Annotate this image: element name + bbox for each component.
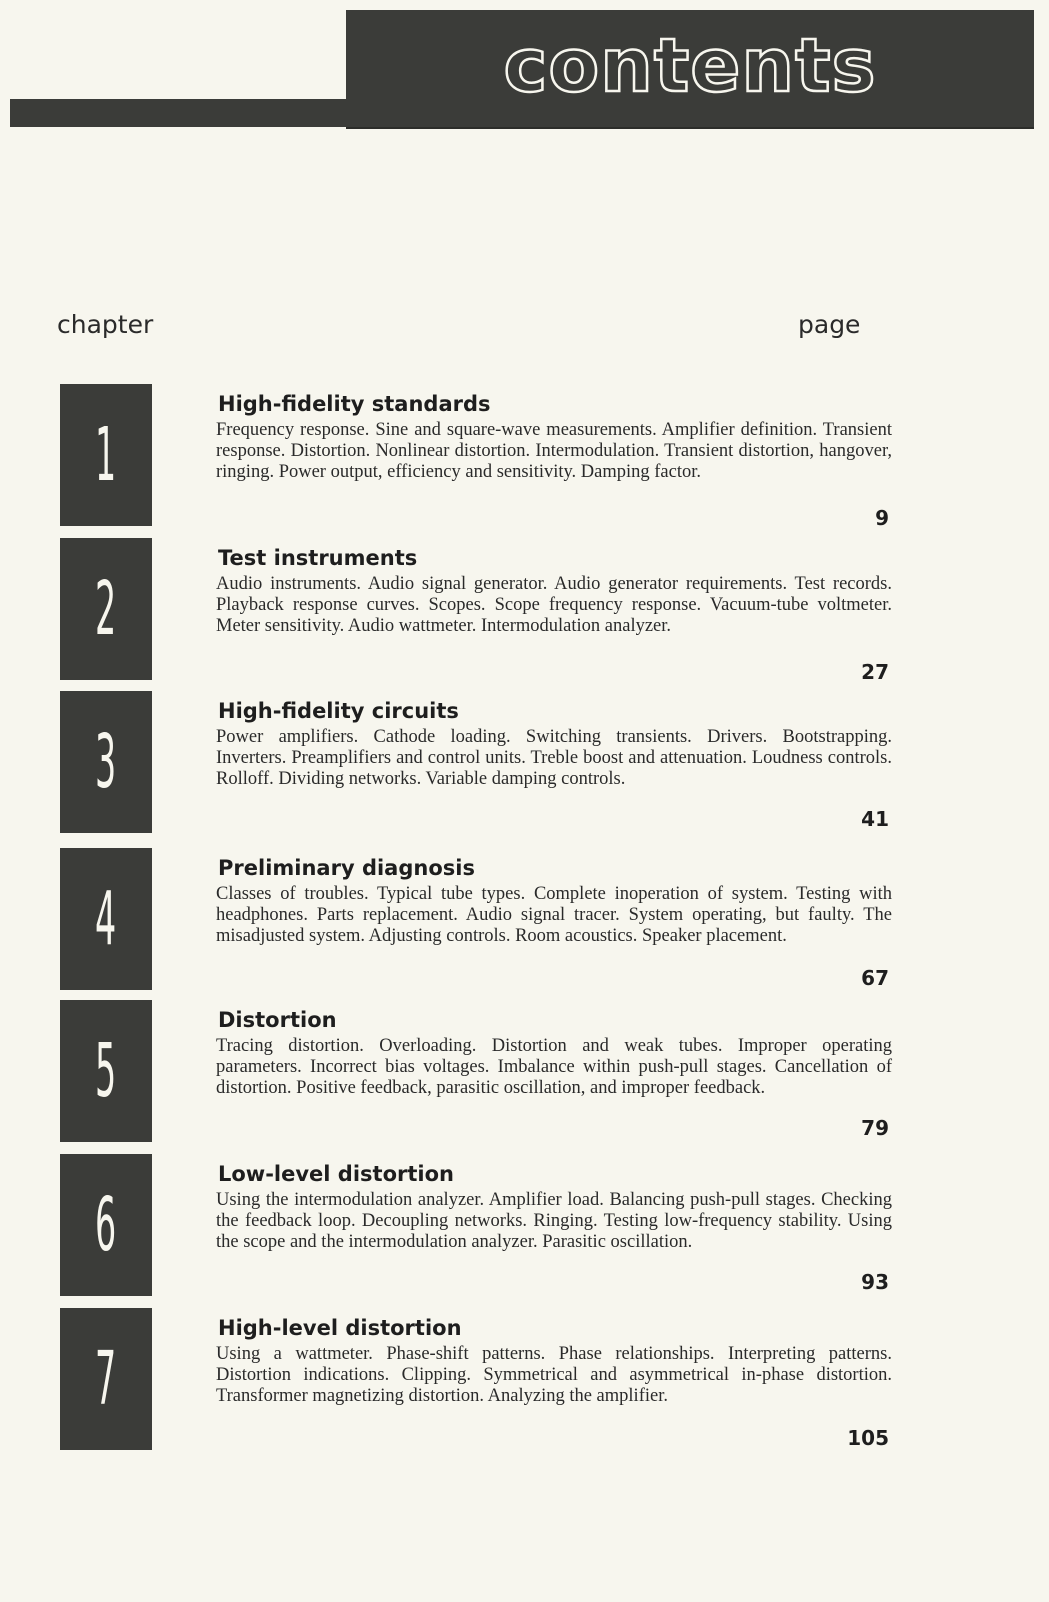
page-title: contents <box>503 22 877 109</box>
chapter-description: Classes of troubles. Typical tube types. Complete inoperation of system. Testing with headphones. Parts replacement. Audio signal tracer. System operating, but faulty. The misadjusted system. Adjusting controls. Room acoustics. Speaker placement. <box>216 884 892 946</box>
chapter-number: 7 <box>95 1336 117 1422</box>
header-banner <box>346 10 1034 129</box>
chapter-number-box <box>60 538 152 680</box>
chapter-title[interactable]: High-fidelity circuits <box>218 699 459 723</box>
chapter-page-number: 105 <box>847 1426 889 1450</box>
chapter-page-number: 67 <box>861 966 889 990</box>
chapter-page-number: 9 <box>875 506 889 530</box>
chapter-number-box <box>60 691 152 833</box>
chapter-description: Power amplifiers. Cathode loading. Switching transients. Drivers. Bootstrapping. Inverters. Preamplifiers and control units. Treble boost and attenuation. Loudness controls. Rolloff. Dividing networks. Variable damping controls. <box>216 727 892 789</box>
chapter-number: 4 <box>95 876 117 962</box>
chapter-number-box <box>60 384 152 526</box>
chapter-description: Using the intermodulation analyzer. Amplifier load. Balancing push-pull stages. Checking the feedback loop. Decoupling networks. Ringing. Testing low-frequency stability. Using the scope and the intermodulation analyzer. Parasitic oscillation. <box>216 1190 892 1252</box>
header-rule <box>10 99 356 127</box>
chapter-description: Tracing distortion. Overloading. Distortion and weak tubes. Improper operating parameters. Incorrect bias voltages. Imbalance within push-pull stages. Cancellation of distortion. Positive feedback, parasitic oscillation, and improper feedback. <box>216 1036 892 1098</box>
chapter-column-label: chapter <box>57 310 154 339</box>
chapter-number: 5 <box>95 1028 117 1114</box>
chapter-number: 2 <box>95 566 117 652</box>
chapter-description: Frequency response. Sine and square-wave measurements. Amplifier definition. Transient response. Distortion. Nonlinear distortion. Intermodulation. Transient distortion, hangover, ringing. Power output, efficiency and sensitivity. Damping factor. <box>216 420 892 482</box>
chapter-page-number: 27 <box>861 660 889 684</box>
page-column-label: page <box>798 310 861 339</box>
chapter-description: Using a wattmeter. Phase-shift patterns. Phase relationships. Interpreting patterns. Distortion indications. Clipping. Symmetrical and asymmetrical in-phase distortion. Transformer magnetizing distortion. Analyzing the amplifier. <box>216 1344 892 1406</box>
chapter-title[interactable]: High-level distortion <box>218 1316 462 1340</box>
chapter-title[interactable]: Distortion <box>218 1008 337 1032</box>
chapter-number-box <box>60 848 152 990</box>
chapter-description: Audio instruments. Audio signal generator. Audio generator requirements. Test records. Playback response curves. Scopes. Scope frequency response. Vacuum-tube voltmeter. Meter sensitivity. Audio wattmeter. Intermodulation analyzer. <box>216 574 892 636</box>
chapter-title[interactable]: Test instruments <box>218 546 418 570</box>
chapter-title[interactable]: Preliminary diagnosis <box>218 856 475 880</box>
chapter-number: 3 <box>95 719 117 805</box>
chapter-title[interactable]: Low-level distortion <box>218 1162 454 1186</box>
chapter-number: 6 <box>95 1182 117 1268</box>
chapter-page-number: 93 <box>861 1270 889 1294</box>
chapter-number-box <box>60 1308 152 1450</box>
chapter-number: 1 <box>95 412 117 498</box>
chapter-page-number: 41 <box>861 807 889 831</box>
chapter-number-box <box>60 1000 152 1142</box>
chapter-number-box <box>60 1154 152 1296</box>
chapter-title[interactable]: High-fidelity standards <box>218 392 491 416</box>
chapter-page-number: 79 <box>861 1116 889 1140</box>
